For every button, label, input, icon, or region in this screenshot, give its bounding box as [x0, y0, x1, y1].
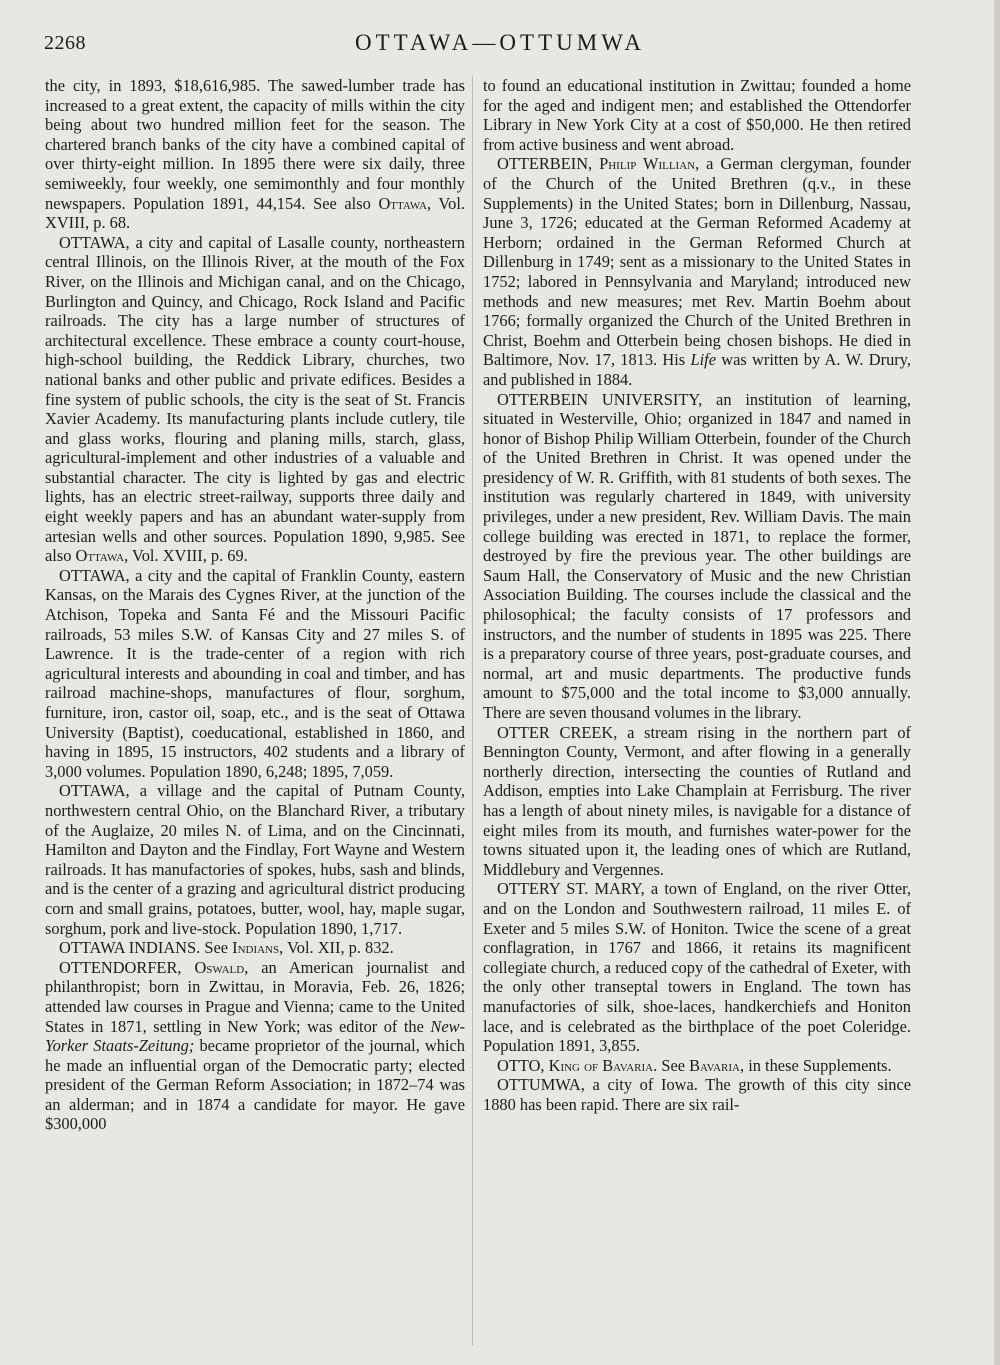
running-head: OTTAWA—OTTUMWA	[355, 30, 645, 55]
cross-reference: Ottawa	[75, 546, 125, 566]
paragraph-text: , Vol. XVIII, p. 68.	[45, 193, 466, 233]
entry-headword: OTTO,	[497, 1055, 545, 1075]
entry-otto	[483, 1056, 911, 1076]
italic-title: Life	[690, 350, 716, 370]
paragraph-text: , Vol. XVIII, p. 69.	[124, 546, 248, 566]
entry-otter-creek: OTTER CREEK, a stream rising in the northern part of Bennington County, Vermont, and after flowing in a generally northerly direction, intersecting the counties of Rutland and Addison, empties into Lake Champlain at Ferrisburg. The river has a length of about ninety miles, is navigable for a distance of eight miles from its mouth, and furnishes water-power for the towns situated upon it, the leading ones of which are Rutland, Middlebury and Vergennes.	[483, 722, 911, 879]
paragraph-text: , an American journalist and philanthropist; born in Zwittau, in Moravia, Feb. 26, 1826; attended law courses in Prague and Vienna; came to the United States in 1871, settling in New York; was editor of the	[45, 957, 465, 1036]
entry-headword: OTTENDORFER,	[59, 957, 182, 977]
entry-given-name: Oswald	[194, 957, 245, 977]
paragraph-text: became proprietor of the journal, which he made an influential organ of the Democratic party; elected president of the German Reform Association; in 1872–74 was an alderman; and in 1874 a candidate for mayor. He gave $300,000	[45, 1036, 465, 1134]
entry-ottendorfer	[45, 958, 465, 1134]
entry-otterbein-university: OTTERBEIN UNIVERSITY, an institution of learning, situated in Westerville, Ohio; organized in 1847 and named in honor of Bishop Philip William Otterbein, founder of the Church of the United Brethren in Christ. It was opened under the presidency of W. R. Griffith, with 81 students of both sexes. The institution was regularly chartered in 1849, with university privileges, under a new president, Rev. William Davis. The main college building was erected in 1871, to replace the former, destroyed by fire the previous year. The other buildings are Saum Hall, the Conservatory of Music and the new Christian Association Building. The courses include the classical and the philosophical; the faculty consists of 17 professors and instructors, and the number of students in 1895 was 225. There is a preparatory course of three years, post-graduate courses, and normal, art and music departments. The productive funds amount to $75,000 and the total income to $3,000 annually. There are seven thousand volumes in the library.	[483, 389, 911, 722]
entry-given-name: Philip Willian	[599, 154, 696, 174]
paragraph-text: , Vol. XII, p. 832.	[279, 938, 394, 958]
cross-reference: Ottawa	[378, 193, 428, 213]
paragraph-text: was written by A. W. Drury, and published in 1884.	[483, 350, 911, 389]
paragraph-text: , a German clergyman, founder of the Church of the United Brethren (q.v., in these Supplements) in the United States; born in Dillenburg, Nassau, June 3, 1726; educated at the German Reformed Academy at Herborn; ordained in the German Reformed Church at Dillenburg in 1749; sent as a missionary to the United States in 1752; labored in Pennsylvania and Maryland; introduced new methods and new measures; met Rev. Martin Boehm about 1766; formally organized the Church of the United Brethren in Christ, Boehm and Otterbein being chosen bishops. He died in Baltimore, Nov. 17, 1813. His	[483, 154, 911, 370]
cross-reference: Indians	[232, 938, 280, 958]
entry-ottawa-indians	[45, 938, 465, 958]
right-column	[483, 76, 911, 1114]
paragraph	[45, 76, 465, 233]
paragraph: to found an educational institution in Zwittau; founded a home for the aged and indigent men; and established the Ottendorfer Library in New York City at a cost of $50,000. He then retired from active business and went abroad.	[483, 76, 911, 154]
entry-ottawa-kansas: OTTAWA, a city and the capital of Franklin County, eastern Kansas, on the Marais des Cygnes River, at the junction of the Atchison, Topeka and Santa Fé and the Missouri Pacific railroads, 53 miles S.W. of Kansas City and 27 miles S. of Lawrence. It is the trade-center of a region with rich agricultural interests and abounding in coal and timber, and has railroad machine-shops, manufactures of flour, sorghum, furniture, iron, castor oil, soap, etc., and is the seat of Ottawa University (Baptist), coeducational, established in 1860, and having in 1895, 15 instructors, 402 students and a library of 3,000 volumes. Population 1890, 6,248; 1895, 7,059.	[45, 565, 465, 781]
paragraph-text: OTTAWA INDIANS. See	[59, 938, 228, 958]
entry-ottawa-ohio: OTTAWA, a village and the capital of Putnam County, northwestern central Ohio, on the Blanchard River, a tributary of the Auglaize, 20 miles N. of Lima, and on the Cincinnati, Hamilton and Dayton and the Findlay, Fort Wayne and Western railroads. It has manufactories of spokes, hubs, sash and blinds, and is the center of a grazing and agricultural district producing corn and small grains, potatoes, butter, wool, hay, maple sugar, sorghum, pork and live-stock. Population 1890, 1,717.	[45, 781, 465, 938]
page-edge	[994, 0, 1000, 1365]
paragraph-text: . See	[653, 1055, 686, 1075]
entry-headword: OTTERBEIN,	[497, 154, 593, 174]
entry-otterbein	[483, 154, 911, 389]
italic-title: New-Yorker Staats-Zeitung;	[45, 1016, 465, 1056]
paragraph-text: , in these Supplements.	[740, 1055, 892, 1075]
paragraph-text: the city, in 1893, $18,616,985. The sawed-lumber trade has increased to a great extent, the capacity of mills within the city being about two hundred million feet for the season. The chartered branch banks of the city have a combined capital of over thirty-eight million. In 1895 there were six daily, three semiweekly, four weekly, one semimonthly and four monthly newspapers. Population 1891, 44,154. See also	[45, 76, 465, 213]
cross-reference: Bavaria	[689, 1055, 740, 1075]
entry-given-name: King of Bavaria	[548, 1055, 654, 1075]
entry-ottumwa: OTTUMWA, a city of Iowa. The growth of this city since 1880 has been rapid. There are six rail-	[483, 1075, 911, 1114]
column-divider	[472, 76, 473, 1346]
left-column	[45, 76, 465, 1134]
page-number: 2268	[44, 32, 86, 54]
paragraph-text: OTTAWA, a city and capital of Lasalle county, northeastern central Illinois, on the Illinois River, at the mouth of the Fox River, on the Illinois and Michigan canal, and on the Chicago, Burlington and Quincy, and Chicago, Rock Island and Pacific railroads. The city has a large number of structures of architectural excellence. These embrace a county court-house, high-school building, the Reddick Library, churches, two national banks and other public and private edifices. Besides a fine system of public schools, the city is the seat of St. Francis Xavier Academy. Its manufacturing plants include cutlery, tile and glass works, flouring and planing mills, starch, glass, agricultural-implement and other industries of a valuable and substantial character. The city is lighted by gas and electric lights, has an electric street-railway, supports three daily and eight weekly papers and has an abundant water-supply from artesian wells and other sources. Population 1890, 9,985. See also	[45, 232, 465, 566]
entry-ottawa-illinois	[45, 233, 465, 566]
entry-ottery-st-mary: OTTERY ST. MARY, a town of England, on the river Otter, and on the London and Southwestern railroad, 11 miles E. of Exeter and 5 miles S.W. of Honiton. Twice the scene of a great conflagration, in 1767 and 1866, it retains its magnificent collegiate church, a reduced copy of the cathedral of Exeter, with the only other transeptal towers in England. The town has manufactories of silk, shoe-laces, handkerchiefs and Honiton lace, and is celebrated as the birthplace of the poet Coleridge. Population 1891, 3,855.	[483, 879, 911, 1056]
